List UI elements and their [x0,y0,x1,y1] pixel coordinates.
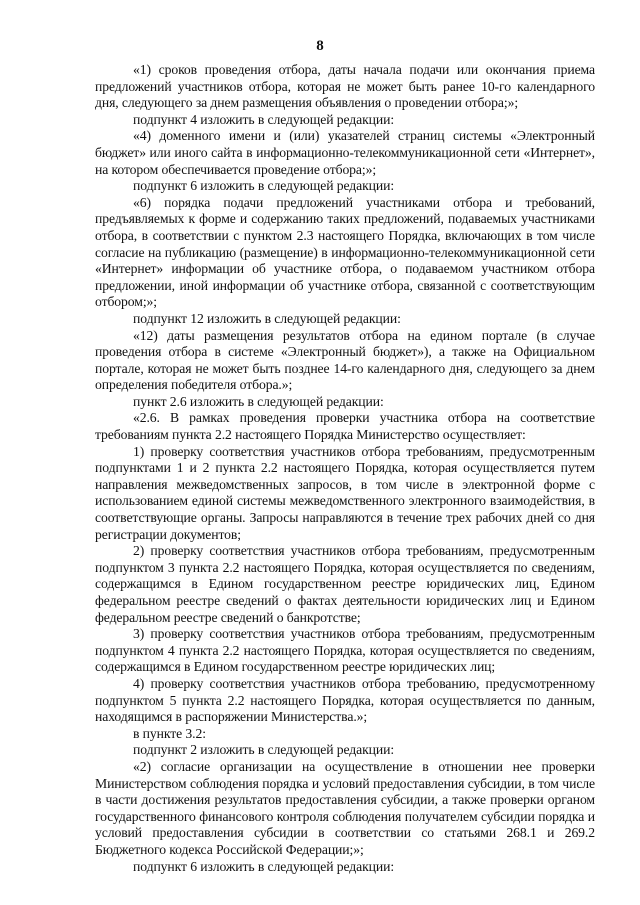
paragraph: 4) проверку соответствия участников отбора требованию, предусмотренному подпунктом 5 пункта 2.2 настоящего Порядка, которая осуществляется по данным, находящимся в распоряжении Министерства.»; [95,675,595,725]
paragraph: подпункт 6 изложить в следующей редакции: [133,178,395,194]
paragraph: 3) проверку соответствия участников отбора требованиям, предусмотренным подпунктом 4 пункта 2.2 настоящего Порядка, которая осуществляется по сведениям, содержащимся в Едином государственном реестре юридических лиц; [95,626,595,675]
paragraph: «4) доменного имени и (или) указателей страниц системы «Электронный бюджет» или иного сайта в информационно-телекоммуникационной сети «Интернет», на котором обеспечивается проведение отбора;»; [95,128,595,177]
paragraph: подпункт 6 изложить в следующей редакции: [133,858,395,874]
paragraph: подпункт 12 изложить в следующей редакции: [133,310,401,326]
paragraph: 2) проверку соответствия участников отбора требованиям, предусмотренным подпунктом 3 пункта 2.2 настоящего Порядка, которая осуществляется по сведениям, содержащимся в Едином государственном реестре юридических лиц, Едином федеральном реестре сведений о фактах деятельности юридических лиц и Едином федеральном реестре сведений о банкротстве; [95,543,595,625]
paragraph: «2) согласие организации на осуществление в отношении нее проверки Министерством соблюдения порядка и условий предоставления субсидии, в том числе в части достижения результатов предоставления субсидии, а также проверки органом государственного финансового контроля соблюдения получателем субсидии порядка и условий предоставления субсидии в соответствии со статьями 268.1 и 269.2 Бюджетного кодекса Российской Федерации;»; [95,758,595,857]
paragraph: «6) порядка подачи предложений участниками отбора и требований, предъявляемых к форме и содержанию таких предложений, подаваемых участниками отбора, в соответствии с пунктом 2.3 настоящего Порядка, включающих в том числе согласие на публикацию (размещение) в информационно-телекоммуникационной сети «Интернет» информации об участнике отбора, о подаваемом участником отбора предложении, иной информации об участнике отбора, связанной с соответствующим отбором;»; [95,194,595,310]
paragraph: 1) проверку соответствия участников отбора требованиям, предусмотренным подпунктами 1 и 2 пункта 2.2 настоящего Порядка, которая осуществляется путем направления межведомственных запросов, в том числе в электронной форме с использованием единой системы межведомственного электронного взаимодействия, в соответствующие органы. Запросы направляются в течение трех рабочих дней со дня регистрации документов; [95,443,595,542]
paragraph: в пункте 3.2: [133,725,206,741]
document-body [95,62,595,875]
page-number: 8 [316,38,324,54]
paragraph: «1) сроков проведения отбора, даты начала подачи или окончания приема предложений участников отбора, которая не может быть ранее 10-го календарного дня, следующего за днем размещения объявления о проведении отбора;»; [95,62,595,111]
paragraph: пункт 2.6 изложить в следующей редакции: [133,393,384,409]
paragraph: подпункт 4 изложить в следующей редакции: [133,111,395,127]
paragraph: «12) даты размещения результатов отбора на едином портале (в случае проведения отбора в системе «Электронный бюджет»), а также на Официальном портале, которая не может быть позднее 14-го календарного дня, следующего за днем определения победителя отбора.»; [95,327,595,393]
paragraph: подпункт 2 изложить в следующей редакции: [133,742,395,758]
paragraph: «2.6. В рамках проведения проверки участника отбора на соответствие требованиям пункта 2.2 настоящего Порядка Министерство осуществляет: [95,410,595,443]
